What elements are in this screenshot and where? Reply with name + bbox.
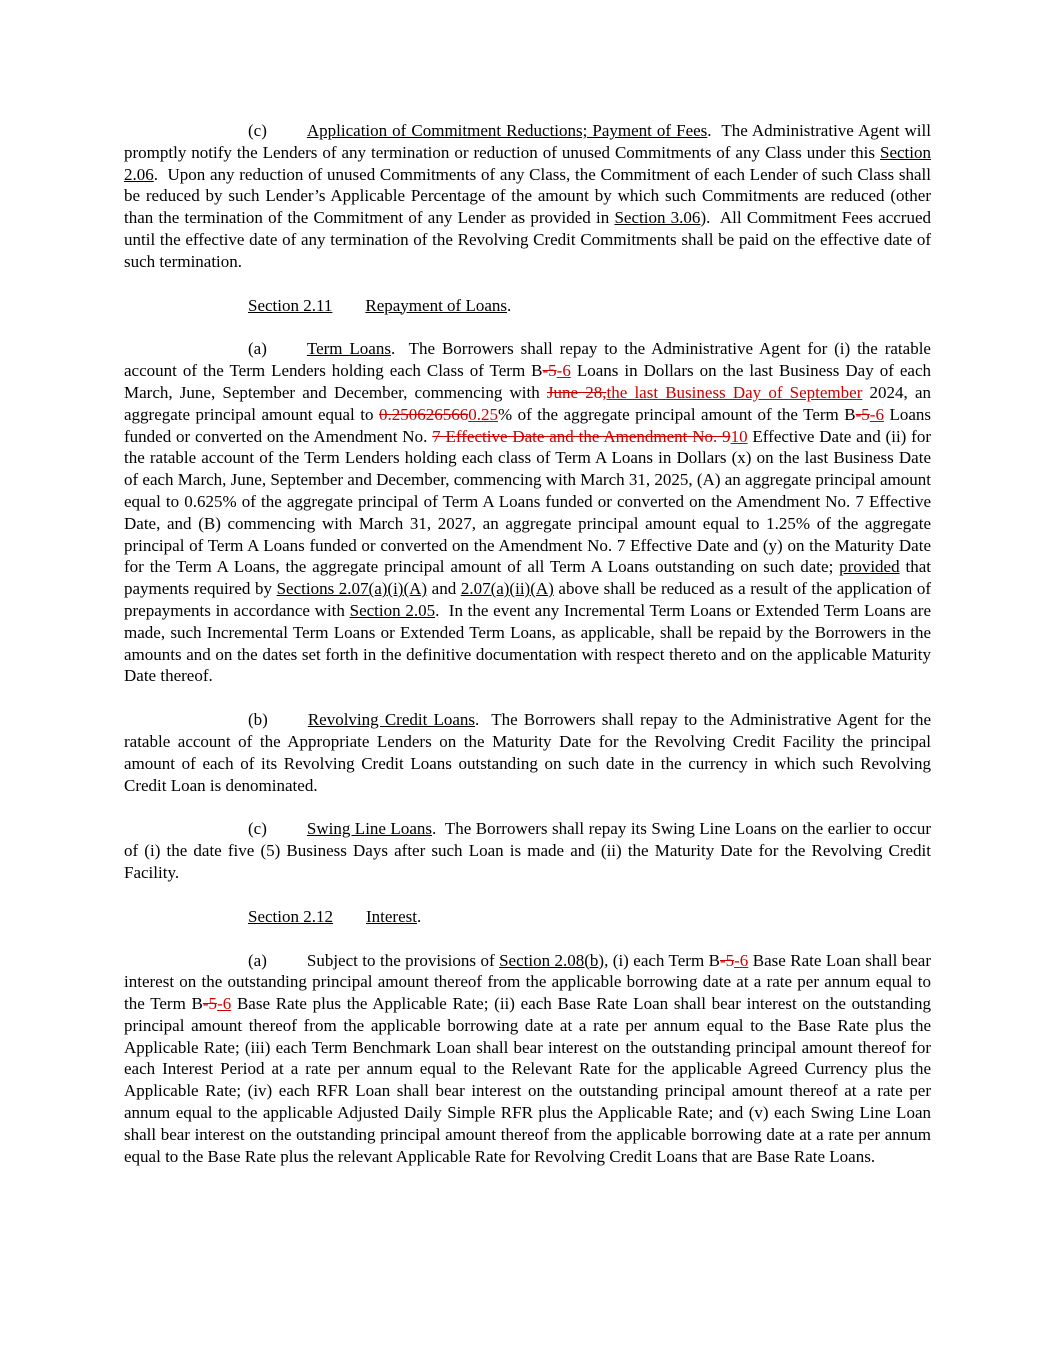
document-body xyxy=(124,120,931,1167)
deleted-text: 0.250626566 xyxy=(379,404,469,424)
underlined-text: Section 2.05 xyxy=(349,600,436,620)
underlined-text: Repayment of Loans xyxy=(365,295,508,315)
text-run: ). All Commitment Fees accrued until the effective date of any termination of the Revolving Credit Commitments shall be paid on the effective date of such termination. xyxy=(124,208,931,271)
underlined-text: Section 2.11 xyxy=(248,295,333,315)
deleted-text: 7 Effective Date and the Amendment No. 9 xyxy=(432,426,731,446)
inserted-text: -6 xyxy=(734,950,749,970)
text-run: (a) xyxy=(248,339,267,359)
underlined-text: Revolving Credit Loans xyxy=(307,710,476,730)
deleted-text: -5 xyxy=(542,361,557,381)
underlined-text: provided xyxy=(839,557,900,577)
para-c-swing-line-loans xyxy=(124,818,931,883)
text-run: (c) xyxy=(248,819,267,839)
para-a-term-loans xyxy=(124,338,931,687)
text-run: Loans funded or converted on the Amendment No. xyxy=(124,404,931,446)
underlined-text: Section 2.06 xyxy=(124,142,931,184)
text-run: (c) xyxy=(248,121,267,140)
text-run: . The Borrowers shall repay to the Administrative Agent for the ratable account of the Appropriate Lenders on the Maturity Date for the Revolving Credit Facility the principal amount of each of its Revolving Credit Loans outstanding on such date in the currency in which such Revolving Credit Loan is denominated. xyxy=(124,710,931,795)
inserted-text: 10 xyxy=(730,426,748,446)
underlined-text: Section 2.12 xyxy=(248,906,333,926)
para-c-application-of-commitment-reductions xyxy=(124,120,931,273)
inserted-text: -6 xyxy=(217,994,232,1014)
text-run: Loans in Dollars on the last Business Day of each March, June, September and December, commencing with xyxy=(124,361,931,402)
underlined-text: Interest xyxy=(366,906,417,926)
deleted-text: -5 xyxy=(719,950,735,970)
text-run: Base Rate plus the Applicable Rate; (ii) each Base Rate Loan shall bear interest on the outstanding principal amount thereof from the applicable borrowing date at a rate per annum equal to the Base Rate plus the Applicable Rate; (iii) each Term Benchmark Loan shall bear interest on the outstanding principal amount thereof for each Interest Period at a rate per annum equal to the Relevant Rate for the applicable Agreed Currency plus the Applicable Rate; (iv) each RFR Loan shall bear interest on the outstanding principal amount thereof at a rate per annum equal to the applicable Adjusted Daily Simple RFR plus the Applicable Rate; and (v) each Swing Line Loan shall bear interest on the outstanding principal amount thereof from the applicable borrowing date at a rate per annum equal to the Base Rate plus the relevant Applicable Rate for Revolving Credit Loans that are Base Rate Loans. xyxy=(124,994,931,1166)
text-run: Base Rate Loan shall bear interest on the outstanding principal amount thereof from the applicable borrowing date at a rate per annum equal to the Term B xyxy=(124,950,931,1014)
deleted-text: -5 xyxy=(855,404,870,424)
para-b-revolving-credit-loans xyxy=(124,709,931,796)
underlined-text: Application of Commitment Reductions; Payment of Fees xyxy=(306,121,708,140)
inserted-text: 0.25 xyxy=(468,404,498,424)
text-run: . xyxy=(507,295,512,315)
text-run: above shall be reduced as a result of the application of prepayments in accordance with xyxy=(124,579,932,620)
text-run: . xyxy=(416,906,422,926)
inserted-text: -6 xyxy=(556,361,571,381)
text-run: Effective Date and (ii) for the ratable account of the Term Lenders holding each class of Term A Loans in Dollars (x) on the last Business Date of each March, June, September and December, commencing with March 31, 2025, (A) an aggregate principal amount equal to 0.625% of the aggregate principal of Term A Loans funded or converted on the Amendment No. 7 Effective Date, and (B) commencing with March 31, 2027, an aggregate principal amount equal to 1.25% of the aggregate principal of Term A Loans funded or converted on the Amendment No. 7 Effective Date and (y) on the Maturity Date for the Term A Loans, the aggregate principal amount of all Term A Loans outstanding on such date; xyxy=(124,426,932,577)
text-run: % of the aggregate principal amount of the Term B xyxy=(498,404,856,424)
text-run: (b) xyxy=(248,710,268,730)
text-run: and xyxy=(427,579,461,599)
text-run: that payments required by xyxy=(124,557,931,599)
inserted-text: -6 xyxy=(869,404,884,424)
text-run: (a) xyxy=(248,950,267,970)
underlined-text: 2.07(a)(ii)(A) xyxy=(460,579,554,599)
text-run: Subject to the provisions of xyxy=(306,950,500,970)
underlined-text: Term Loans xyxy=(306,339,391,359)
underlined-text: Section 3.06 xyxy=(614,208,701,228)
section-2-12-heading xyxy=(124,906,931,928)
underlined-text: Sections 2.07(a)(i)(A) xyxy=(276,579,428,599)
para-a-interest xyxy=(124,950,931,1168)
text-run: . The Administrative Agent will promptly notify the Lenders of any termination or reduction of unused Commitments of any Class under this xyxy=(124,121,931,162)
text-run: . In the event any Incremental Term Loans or Extended Term Loans are made, such Incremental Term Loans or Extended Term Loans, as applicable, shall be repaid by the Borrowers in the amounts and on the dates set forth in the definitive documentation with respect thereto and on the applicable Maturity Date thereof. xyxy=(124,600,931,686)
text-run: . The Borrowers shall repay its Swing Line Loans on the earlier to occur of (i) the date five (5) Business Days after such Loan is made and (ii) the Maturity Date for the Revolving Credit Facility. xyxy=(124,819,931,882)
text-run: 2024, an aggregate principal amount equal to xyxy=(124,382,932,424)
text-run: , (i) each Term B xyxy=(604,950,720,970)
underlined-text: Section 2.08(b) xyxy=(499,950,605,970)
section-2-11-heading xyxy=(124,295,931,317)
text-run: . The Borrowers shall repay to the Administrative Agent for (i) the ratable account of the Term Lenders holding each Class of Term B xyxy=(124,339,931,381)
underlined-text: Swing Line Loans xyxy=(306,819,432,839)
text-run: . Upon any reduction of unused Commitments of any Class, the Commitment of each Lender of such Class shall be reduced by such Lender’s Applicable Percentage of the amount by which such Commitments are reduced (other than the termination of the Commitment of any Lender as provided in xyxy=(124,164,931,228)
deleted-text: June 28, xyxy=(546,382,607,402)
inserted-text: the last Business Day of September xyxy=(606,382,863,402)
deleted-text: -5 xyxy=(202,994,218,1014)
